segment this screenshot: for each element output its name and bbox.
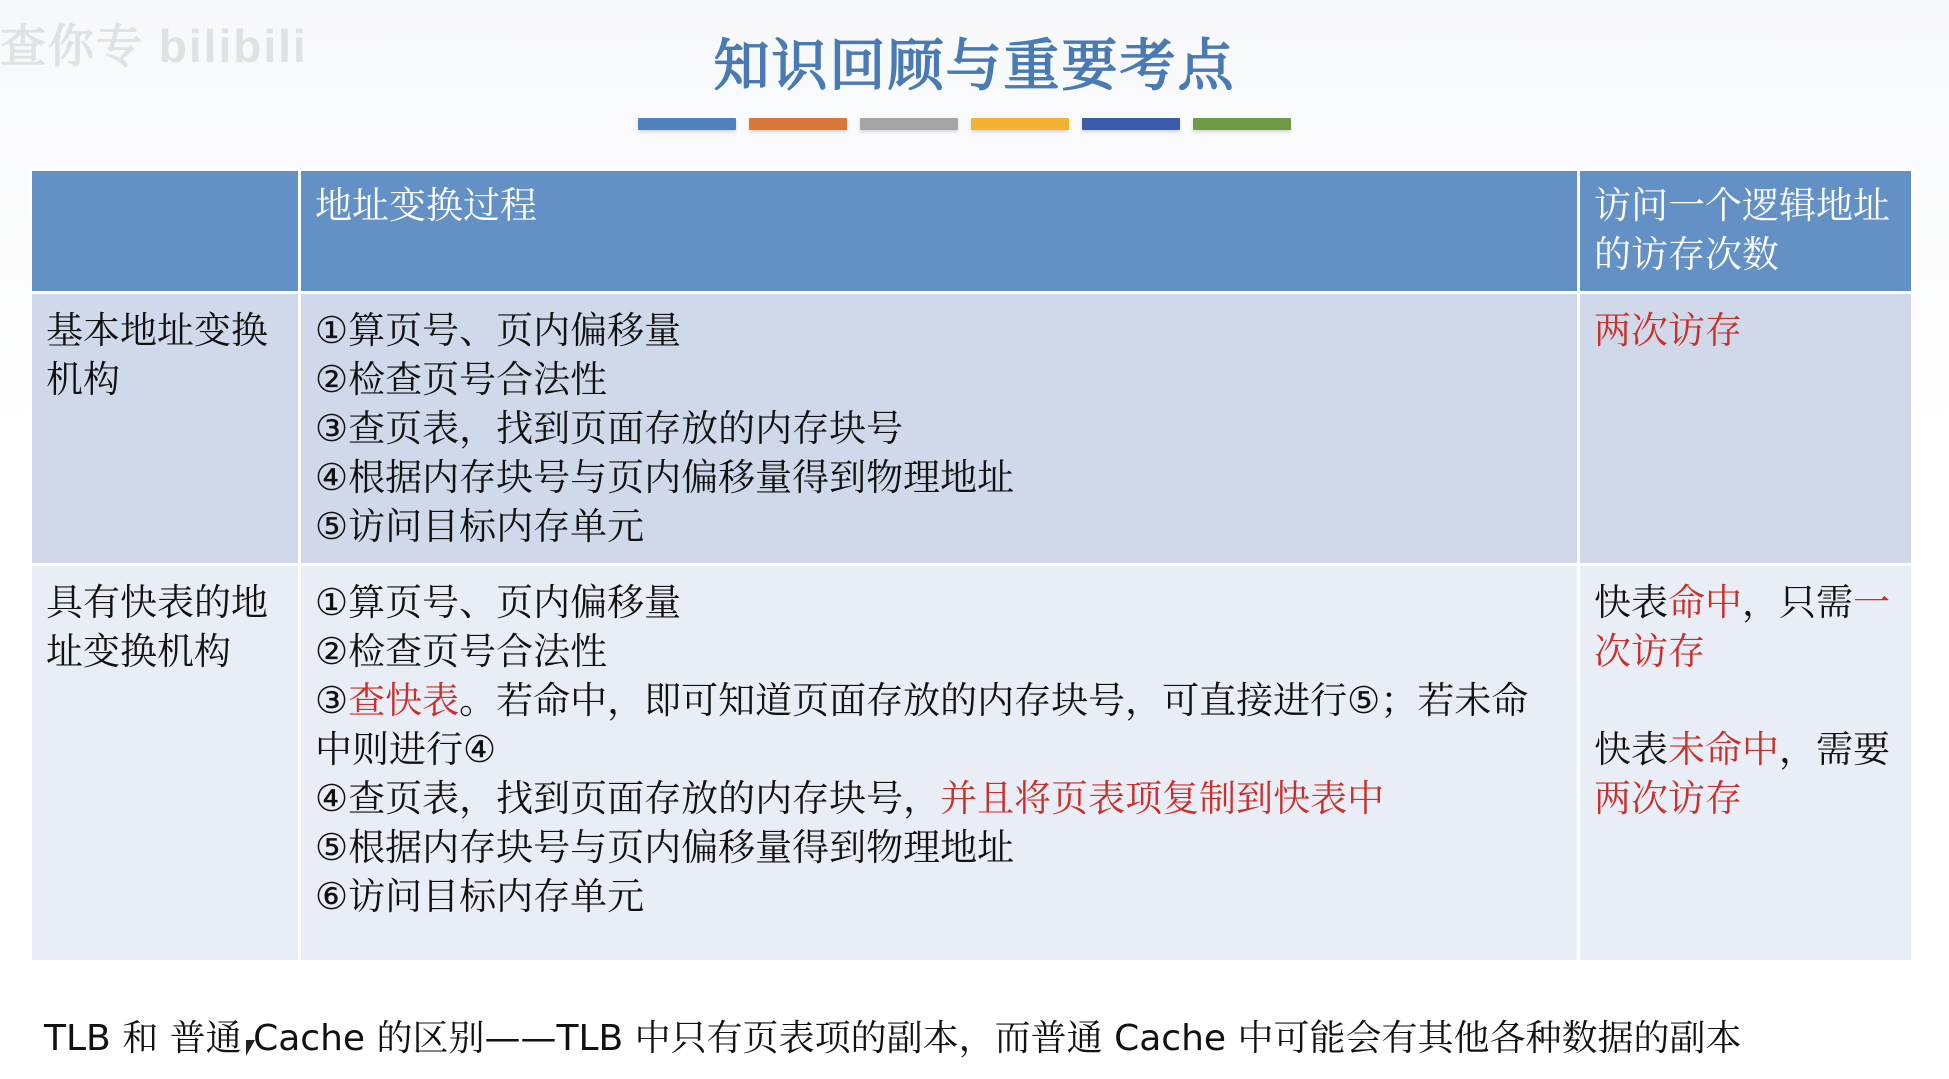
color-bar xyxy=(749,118,847,130)
table-header-row xyxy=(31,170,1913,293)
table-row-tlb xyxy=(31,565,1913,962)
color-bar xyxy=(971,118,1069,130)
step-item xyxy=(315,774,1563,823)
process-steps xyxy=(300,565,1579,962)
step-item: ②检查页号合法性 xyxy=(315,630,608,673)
step-item: ②检查页号合法性 xyxy=(315,358,608,401)
page-title: 知识回顾与重要考点 xyxy=(713,34,1236,99)
access-highlight: 一次访存 xyxy=(1594,581,1890,673)
step-text: 。若命中，即可知道页面存放的内存块号，可直接进行⑤；若未命中则进行④ xyxy=(315,679,1529,771)
access-highlight: 两次访存 xyxy=(1594,777,1742,820)
step-text: ④查页表，找到页面存放的内存块号， xyxy=(315,777,941,820)
access-text: 快表 xyxy=(1594,728,1668,771)
step-item: ④根据内存块号与页内偏移量得到物理地址 xyxy=(315,456,1015,499)
step-item: ①算页号、页内偏移量 xyxy=(315,581,682,624)
access-highlight: 命中 xyxy=(1668,581,1742,624)
access-highlight: 未命中 xyxy=(1668,728,1779,771)
access-count-text: 两次访存 xyxy=(1594,309,1742,352)
step-item xyxy=(315,676,1563,774)
step-item: ⑥访问目标内存单元 xyxy=(315,875,645,918)
header-cell-access-count: 访问一个逻辑地址的访存次数 xyxy=(1579,170,1913,293)
access-hit xyxy=(1594,578,1897,676)
mouse-cursor-icon xyxy=(246,1040,255,1056)
decorative-color-bars xyxy=(638,118,1291,130)
table-row-basic xyxy=(31,293,1913,565)
access-miss xyxy=(1594,725,1897,823)
comparison-table xyxy=(29,168,1914,963)
header-cell-empty xyxy=(31,170,300,293)
color-bar xyxy=(638,118,736,130)
row-label: 基本地址变换机构 xyxy=(31,293,300,565)
header-cell-process: 地址变换过程 xyxy=(300,170,1579,293)
access-text: ，需要 xyxy=(1779,728,1890,771)
step-item: ①算页号、页内偏移量 xyxy=(315,309,682,352)
step-highlight: 并且将页表项复制到快表中 xyxy=(940,777,1385,820)
step-item: ⑤访问目标内存单元 xyxy=(315,505,645,548)
footer-note: TLB 和 普通 Cache 的区别——TLB 中只有页表项的副本，而普通 Cache 中可能会有其他各种数据的副本 xyxy=(44,1018,1742,1059)
color-bar xyxy=(1082,118,1180,130)
step-item: ⑤根据内存块号与页内偏移量得到物理地址 xyxy=(315,826,1015,869)
access-text: ，只需 xyxy=(1742,581,1853,624)
step-item: ③查页表，找到页面存放的内存块号 xyxy=(315,407,904,450)
watermark-logo: 查你专 bilibili xyxy=(0,20,308,72)
access-count xyxy=(1579,293,1913,565)
process-steps xyxy=(300,293,1579,565)
access-text: 快表 xyxy=(1594,581,1668,624)
color-bar xyxy=(1193,118,1291,130)
row-label: 具有快表的地址变换机构 xyxy=(31,565,300,962)
color-bar xyxy=(860,118,958,130)
step-number: ③ xyxy=(315,679,349,722)
step-highlight: 查快表 xyxy=(348,679,460,722)
access-count xyxy=(1579,565,1913,962)
